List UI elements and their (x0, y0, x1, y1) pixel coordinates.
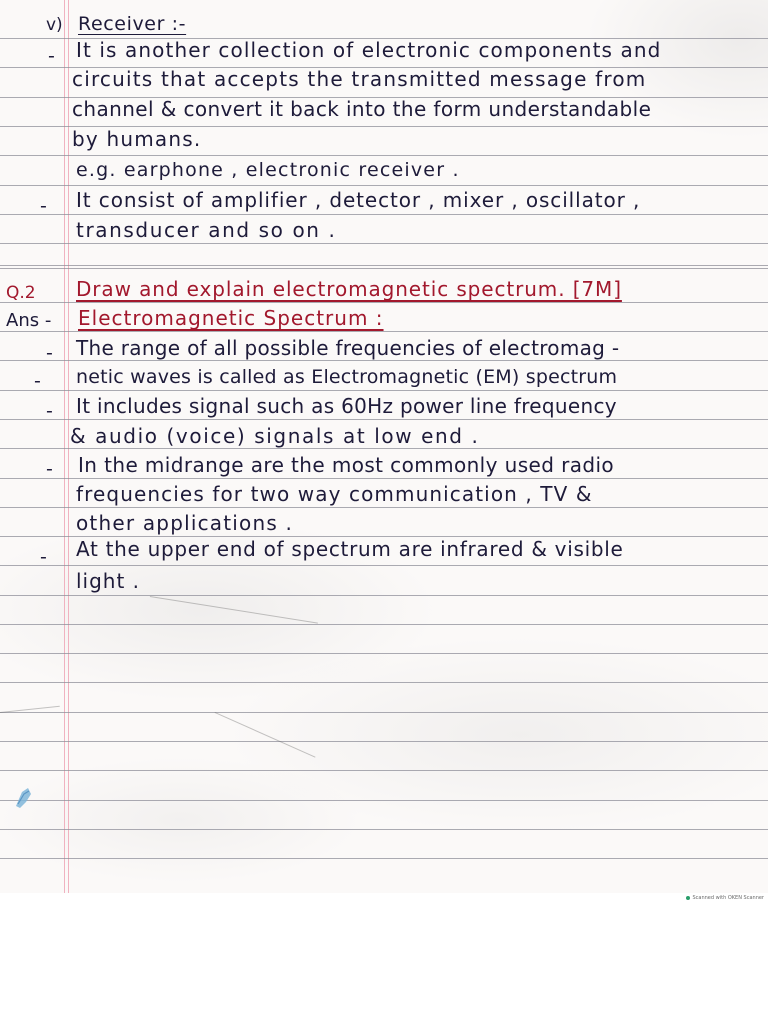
rule-line (0, 243, 768, 244)
answer-line-2: netic waves is called as Electromagnetic (EM) spectrum (76, 366, 618, 388)
rule-line (0, 595, 768, 596)
rule-line (0, 390, 768, 391)
scanner-badge-text: Scanned with OKEN Scanner (692, 895, 764, 901)
rule-line (0, 507, 768, 508)
ink-mark-icon (12, 784, 34, 812)
bullet-dash: - (48, 45, 55, 67)
rule-line (0, 185, 768, 186)
answer-line-4: & audio (voice) signals at low end . (70, 424, 480, 448)
receiver-line-2: circuits that accepts the transmitted message from (72, 67, 647, 91)
question-label: Q.2 (6, 283, 36, 303)
rule-line (0, 653, 768, 654)
paper-crease (150, 596, 318, 624)
answer-line-9: light . (76, 569, 141, 593)
rule-line (0, 770, 768, 771)
rule-line (0, 302, 768, 303)
scanner-logo-icon (686, 896, 690, 900)
receiver-line-3: channel & convert it back into the form understandable (72, 97, 652, 121)
receiver-example: e.g. earphone , electronic receiver . (76, 159, 460, 181)
rule-line (0, 565, 768, 566)
answer-label: Ans - (6, 310, 52, 331)
rule-line (0, 624, 768, 625)
answer-line-7: other applications . (76, 511, 294, 535)
rule-line (0, 478, 768, 479)
receiver-heading: Receiver :- (78, 13, 187, 35)
rule-line (0, 829, 768, 830)
paper-crease (215, 712, 316, 758)
receiver-line-6: transducer and so on . (76, 218, 337, 242)
rule-line (0, 448, 768, 449)
bullet-dash: - (40, 195, 47, 217)
receiver-line-5: It consist of amplifier , detector , mixer , oscillator , (76, 188, 641, 212)
bullet-dash: - (46, 458, 53, 480)
rule-line (0, 682, 768, 683)
bullet-dash: - (34, 370, 41, 392)
rule-line (0, 155, 768, 156)
answer-line-6: frequencies for two way communication , TV & (76, 482, 593, 506)
bullet-dash: - (46, 400, 53, 422)
bullet-dash: - (46, 342, 53, 364)
rule-line (0, 712, 768, 713)
question-text: Draw and explain electromagnetic spectrum. [7M] (76, 277, 622, 301)
rule-line (0, 214, 768, 215)
section-number: v) (46, 15, 63, 35)
rule-line (0, 419, 768, 420)
scanner-badge (686, 895, 764, 901)
receiver-line-1: It is another collection of electronic components and (76, 38, 662, 62)
rule-line (0, 741, 768, 742)
answer-heading: Electromagnetic Spectrum : (78, 306, 384, 330)
rule-line (0, 858, 768, 859)
receiver-line-4: by humans. (72, 127, 202, 151)
rule-line (0, 800, 768, 801)
rule-line-double (0, 265, 768, 266)
rule-line (0, 360, 768, 361)
answer-line-1: The range of all possible frequencies of electromag - (76, 336, 620, 360)
answer-line-5: In the midrange are the most commonly used radio (78, 453, 615, 477)
bullet-dash: - (40, 546, 47, 568)
answer-line-8: At the upper end of spectrum are infrared & visible (76, 537, 624, 561)
rule-line (0, 331, 768, 332)
answer-line-3: It includes signal such as 60Hz power line frequency (76, 394, 617, 418)
